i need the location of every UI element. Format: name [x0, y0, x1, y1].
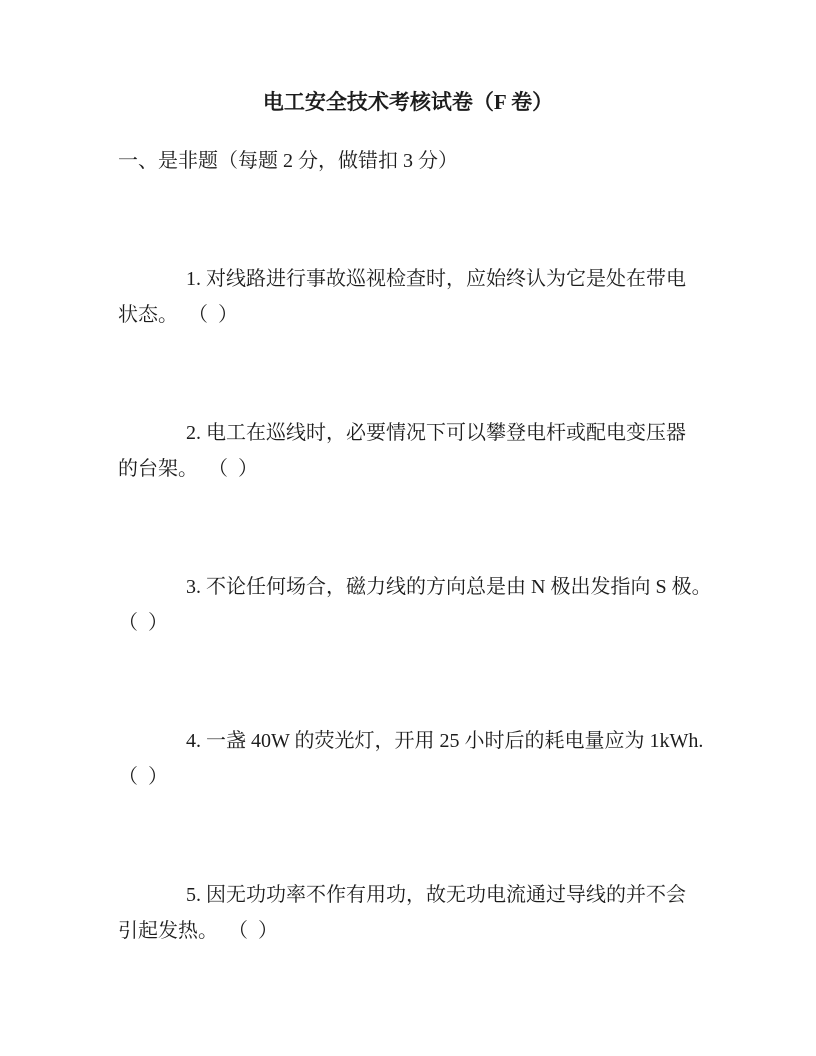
question-2-line-2: 的台架。 （ ）	[118, 458, 258, 480]
question-2-line-1: 2. 电工在巡线时，必要情况下可以攀登电杆或配电变压器	[186, 422, 686, 444]
question-5-line-1: 5. 因无功功率不作有用功，故无功电流通过导线的并不会	[186, 884, 686, 906]
question-4	[118, 723, 716, 795]
question-4-line-1: 4. 一盏 40W 的荧光灯，开用 25 小时后的耗电量应为 1kWh.	[186, 730, 704, 752]
question-5	[118, 877, 716, 949]
question-5-line-2: 引起发热。 （ ）	[118, 920, 278, 942]
question-1	[118, 261, 716, 333]
document-title: 电工安全技术考核试卷（F 卷）	[262, 90, 554, 114]
question-4-line-2: （ ）	[118, 766, 168, 788]
question-3	[118, 569, 716, 641]
question-2	[118, 415, 716, 487]
question-3-line-2: （ ）	[118, 612, 168, 634]
document-body	[118, 143, 716, 949]
question-3-line-1: 3. 不论任何场合，磁力线的方向总是由 N 极出发指向 S 极。	[186, 576, 712, 598]
section-heading-true-false: 一、是非题（每题 2 分，做错扣 3 分）	[118, 150, 458, 172]
question-1-line-2: 状态。 （ ）	[118, 304, 238, 326]
question-1-line-1: 1. 对线路进行事故巡视检查时，应始终认为它是处在带电	[186, 268, 686, 290]
